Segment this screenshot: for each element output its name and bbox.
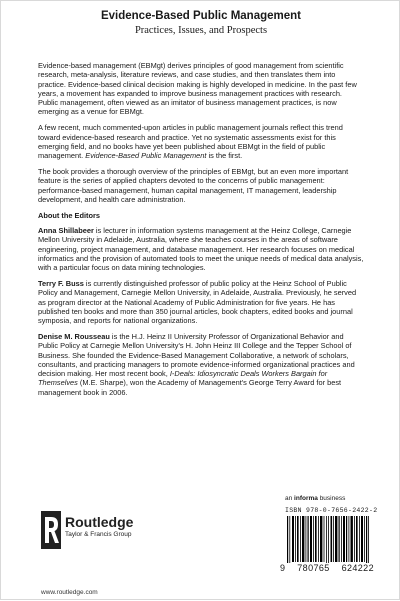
- editor-bio-tail: (M.E. Sharpe), won the Academy of Management's George Terry Award for best management book in 2006.: [38, 378, 342, 397]
- barcode-digit-group: 624222: [341, 563, 374, 573]
- editor-bio-text: is the H.J. Heinz II University Professor of Organizational Behavior and Public Policy at Carnegie Mellon University's H. John Heinz III College and the Tepper School of Business. She founded the Evidence-Based Management Collaborative, a network of scholars, consultants, and practicing managers to promote evidence-informed organizational practices and decision making. Her most recent book,: [38, 331, 355, 379]
- book-title: Evidence-Based Public Management: [100, 10, 302, 22]
- informa-business-label: [285, 495, 345, 502]
- editor-bio-text: is lecturer in information systems management at the Heinz College, Carnegie Mellon University in Adelaide, Australia, where she teaches courses in the areas of software engineering, project management, and database management. Her research focuses on medical informatics and the provision of automated tools to meet the unique needs of medical data analysis, with a particular focus on data mining technologies.: [38, 225, 364, 273]
- blurb: [38, 61, 364, 404]
- informa-prefix: an: [285, 495, 295, 502]
- book-title-italic: Evidence-Based Public Management: [85, 151, 207, 161]
- footer: [1, 489, 400, 601]
- informa-brand: informa: [294, 495, 318, 502]
- routledge-logo-icon: [41, 511, 61, 549]
- blurb-paragraph-2-tail: is the first.: [206, 151, 243, 161]
- barcode-number: [280, 563, 374, 573]
- publisher-subtitle: Taylor & Francis Group: [65, 531, 132, 538]
- barcode-digit-group: 780765: [297, 563, 330, 573]
- publisher-logo-text: [65, 515, 133, 538]
- editor-bio-shillabeer: [38, 226, 364, 272]
- editor-book-title: I-Deals: Idiosyncratic Deals Workers Bargain for Themselves: [38, 369, 328, 388]
- blurb-paragraph-3: The book provides a thorough overview of the principles of EBMgt, but an even more important feature is the series of applied chapters devoted to the concerns of public management: performance-based management, human capital management, IT management, leadership development, and health care administration.: [38, 166, 349, 204]
- editor-name: Terry F. Buss: [38, 278, 84, 288]
- blurb-paragraph-1: Evidence-based management (EBMgt) derives principles of good management from scientific research, meta-analysis, literature reviews, and case studies, and then translates them into practice. Evidence-based clinical decision making is highly developed in medicine. In the past few years, a movement has expanded to improve business management practices with research. Public management, often viewed as an imitator of business management practices, is now emerging as a venue for EBMgt.: [38, 61, 357, 117]
- editor-bio-text: is currently distinguished professor of public policy at the Heinz School of Public Policy and Management, Carnegie Mellon University, in Adelaide, Australia. Previously, he served as program director at the National Academy of Public Administration for five years. He has published ten books and more than 350 journal articles, book chapters, edited books and journal symposia, and reports for national organizations.: [38, 278, 357, 326]
- barcode-digit-group: 9: [280, 563, 286, 573]
- informa-suffix: business: [317, 495, 346, 502]
- editor-bio-buss: [38, 279, 364, 325]
- book-subtitle: Practices, Issues, and Prospects: [134, 25, 268, 36]
- blurb-paragraph-2-text: A few recent, much commented-upon articles in public management journals reflect this trend toward evidence-based research and practice. Yet no systematic assessments exist for this emerging field, and no books have yet been published about EBMgt in the field of public management.: [38, 123, 343, 161]
- editor-name: Denise M. Rousseau: [38, 331, 110, 341]
- editor-name: Anna Shillabeer: [38, 225, 94, 235]
- editor-bio-rousseau: [38, 332, 364, 397]
- publisher-website: www.routledge.com: [41, 589, 98, 596]
- isbn-label: ISBN 978-0-7656-2422-2: [285, 507, 378, 514]
- header: [1, 9, 400, 37]
- editors-heading: About the Editors: [38, 210, 100, 220]
- blurb-paragraph-2: [38, 123, 364, 160]
- publisher-name: Routledge: [65, 514, 134, 530]
